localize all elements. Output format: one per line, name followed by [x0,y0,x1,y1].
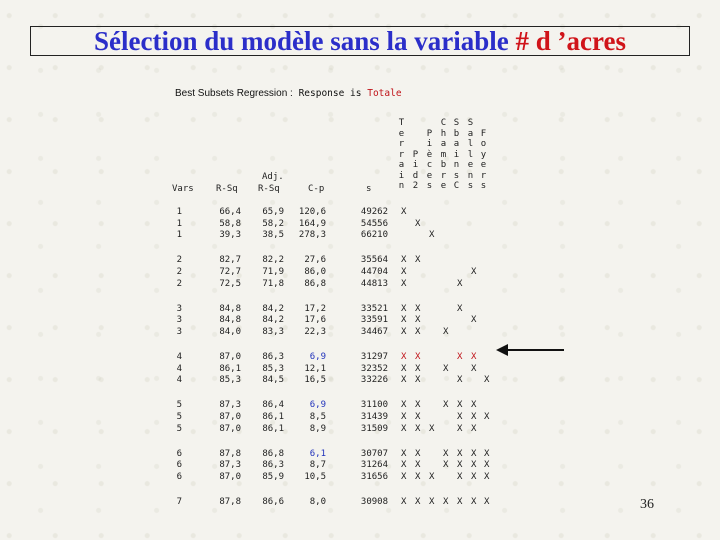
title-highlight: # d ’acres [515,26,626,56]
predictor-mark: X [401,303,407,314]
predictor-mark: X [415,448,421,459]
predictor-letter: s [480,181,487,191]
cp-cell: 86,0 [304,267,326,277]
predictor-letter: S [467,118,474,128]
adj-rsq-cell: 86,3 [262,460,284,471]
vars-cell: 6 [176,448,182,459]
rsq-cell: 66,4 [219,207,241,217]
rsq-cell: 87,0 [219,423,241,434]
predictor-mark: X [401,460,407,471]
predictor-letter: r [398,139,405,149]
s-cell: 30908 [360,496,388,507]
s-cell: 31656 [360,471,388,482]
predictor-mark: X [471,351,477,362]
s-cell: 33591 [360,315,388,326]
rsq-cell: 87,0 [219,471,241,482]
predictor-letter: i [426,139,433,149]
predictor-mark: X [401,315,407,326]
adj-rsq-cell: 86,6 [262,496,284,507]
predictor-mark: X [415,460,421,471]
cp-cell: 16,5 [304,375,326,386]
predictor-mark: X [415,400,421,411]
vars-cell: 5 [176,411,182,422]
predictor-header [479,129,488,192]
rsq-cell: 87,0 [219,411,241,422]
s-cell: 31264 [360,460,388,471]
predictor-mark: X [401,267,407,277]
cp-cell: 12,1 [304,363,326,374]
predictor-letter: o [480,139,487,149]
predictor-mark: X [457,448,463,459]
vars-cell: 6 [176,471,182,482]
vars-cell: 1 [176,230,182,241]
predictor-letter: 2 [412,181,419,191]
predictor-letter: s [453,170,460,181]
predictor-mark: X [401,496,407,507]
predictor-mark: X [457,423,463,434]
predictor-mark: X [415,315,421,326]
adj-rsq-cell: 86,1 [262,423,284,434]
predictor-mark: X [443,460,449,471]
s-cell: 32352 [360,363,388,374]
predictor-letter: y [480,149,487,160]
cp-cell: 8,5 [309,411,326,422]
predictor-mark: X [457,471,463,482]
col-header-s: s [366,184,372,194]
rsq-cell: 58,8 [219,218,241,229]
col-header-adj: Adj. [262,172,284,182]
adj-rsq-cell: 86,4 [262,400,284,411]
rsq-cell: 82,7 [219,255,241,266]
adj-rsq-cell: 85,9 [262,471,284,482]
cp-cell: 27,6 [304,255,326,266]
predictor-mark: X [484,471,490,482]
predictor-mark: X [471,400,477,411]
predictor-mark: X [415,255,421,266]
predictor-mark: X [471,423,477,434]
arrow-icon [496,343,566,357]
predictor-letter: d [412,170,419,181]
vars-cell: 2 [176,278,182,289]
predictor-letter: r [480,170,487,181]
predictor-letter: n [467,170,474,181]
predictor-mark: X [457,375,463,386]
predictor-mark: X [457,460,463,471]
adj-rsq-cell: 86,1 [262,411,284,422]
predictor-letter: i [398,170,405,181]
rsq-cell: 85,3 [219,375,241,386]
predictor-letter: F [480,128,487,139]
s-cell: 35564 [360,255,388,266]
predictor-letter: n [398,181,405,191]
predictor-mark: X [401,327,407,337]
s-cell: 31439 [360,411,388,422]
predictor-mark: X [429,423,435,434]
s-cell: 49262 [360,207,388,217]
predictor-mark: X [484,460,490,471]
predictor-mark: X [415,423,421,434]
predictor-mark: X [471,315,477,326]
cp-cell: 22,3 [304,327,326,337]
cp-cell: 6,1 [309,448,326,459]
cp-cell: 17,6 [304,315,326,326]
predictor-letter: c [426,160,433,170]
predictor-letter: s [467,181,474,191]
predictor-mark: X [471,267,477,277]
regression-heading [175,88,402,99]
predictor-mark: X [401,363,407,374]
predictor-letter: r [398,149,405,160]
predictor-mark: X [471,471,477,482]
vars-cell: 3 [176,327,182,337]
col-header-cp: C-p [308,184,325,194]
predictor-letter: e [467,160,474,170]
predictor-mark: X [429,471,435,482]
rsq-cell: 87,8 [219,448,241,459]
rsq-cell: 72,5 [219,278,241,289]
predictor-mark: X [415,363,421,374]
predictor-mark: X [484,375,490,386]
cp-cell: 17,2 [304,303,326,314]
adj-rsq-cell: 71,9 [262,267,284,277]
predictor-mark: X [471,448,477,459]
heading-response-label: Response is [298,88,362,99]
cp-cell: 278,3 [298,230,326,241]
vars-cell: 2 [176,255,182,266]
s-cell: 33521 [360,303,388,314]
cp-cell: 120,6 [298,207,326,217]
rsq-cell: 39,3 [219,230,241,241]
adj-rsq-cell: 65,9 [262,207,284,217]
predictor-mark: X [443,363,449,374]
predictor-header [411,150,420,192]
s-cell: 31509 [360,423,388,434]
heading-response: Totale [367,88,402,99]
predictor-mark: X [401,278,407,289]
predictor-mark: X [457,278,463,289]
s-cell: 54556 [360,218,388,229]
predictor-mark: X [415,471,421,482]
predictor-mark: X [401,207,407,217]
predictor-mark: X [429,230,435,241]
predictor-letter: l [467,149,474,160]
adj-rsq-cell: 86,3 [262,351,284,362]
s-cell: 30707 [360,448,388,459]
predictor-mark: X [484,411,490,422]
vars-cell: 6 [176,460,182,471]
predictor-letter: a [453,139,460,149]
s-cell: 66210 [360,230,388,241]
predictor-letter: m [440,149,447,160]
predictor-letter: r [440,170,447,181]
predictor-mark: X [443,448,449,459]
predictor-mark: X [457,496,463,507]
predictor-header [439,118,448,192]
predictor-letter: a [398,160,405,170]
predictor-header [466,118,475,192]
predictor-header [425,129,434,192]
predictor-mark: X [401,255,407,266]
predictor-mark: X [401,471,407,482]
col-header-adj-rsq: R-Sq [258,184,280,194]
cp-cell: 8,9 [309,423,326,434]
vars-cell: 3 [176,303,182,314]
predictor-letter: s [426,181,433,191]
predictor-mark: X [415,351,421,362]
predictor-letter: è [426,149,433,160]
predictor-letter: e [398,128,405,139]
vars-cell: 4 [176,375,182,386]
predictor-letter: h [440,128,447,139]
adj-rsq-cell: 83,3 [262,327,284,337]
predictor-mark: X [401,411,407,422]
predictor-mark: X [415,496,421,507]
cp-cell: 6,9 [309,400,326,411]
predictor-mark: X [471,496,477,507]
predictor-header [452,118,461,192]
vars-cell: 4 [176,351,182,362]
cp-cell: 8,0 [309,496,326,507]
vars-cell: 7 [176,496,182,507]
predictor-mark: X [484,448,490,459]
heading-prefix: Best Subsets Regression : [175,88,293,99]
rsq-cell: 84,8 [219,315,241,326]
title-text: Sélection du modèle sans la variable [94,26,509,56]
predictor-mark: X [429,496,435,507]
rsq-cell: 87,0 [219,351,241,362]
predictor-mark: X [457,400,463,411]
predictor-mark: X [457,351,463,362]
predictor-mark: X [443,496,449,507]
vars-cell: 2 [176,267,182,277]
adj-rsq-cell: 82,2 [262,255,284,266]
s-cell: 31100 [360,400,388,411]
predictor-letter: P [412,149,419,160]
rsq-cell: 84,8 [219,303,241,314]
vars-cell: 5 [176,400,182,411]
rsq-cell: 86,1 [219,363,241,374]
predictor-mark: X [471,411,477,422]
predictor-mark: X [415,218,421,229]
adj-rsq-cell: 58,2 [262,218,284,229]
predictor-letter: C [453,181,460,191]
adj-rsq-cell: 84,2 [262,315,284,326]
cp-cell: 86,8 [304,278,326,289]
s-cell: 31297 [360,351,388,362]
page-number: 36 [640,497,654,512]
predictor-letter: e [426,170,433,181]
predictor-mark: X [484,496,490,507]
vars-cell: 4 [176,363,182,374]
vars-cell: 5 [176,423,182,434]
predictor-letter: i [453,149,460,160]
cp-cell: 6,9 [309,351,326,362]
s-cell: 44704 [360,267,388,277]
cp-cell: 10,5 [304,471,326,482]
predictor-letter: P [426,128,433,139]
adj-rsq-cell: 71,8 [262,278,284,289]
predictor-mark: X [457,303,463,314]
col-header-rsq: R-Sq [216,184,238,194]
predictor-mark: X [415,303,421,314]
s-cell: 44813 [360,278,388,289]
predictor-letter: T [398,118,405,128]
cp-cell: 8,7 [309,460,326,471]
predictor-mark: X [415,411,421,422]
s-cell: 33226 [360,375,388,386]
rsq-cell: 87,3 [219,460,241,471]
predictor-mark: X [471,363,477,374]
predictor-mark: X [457,411,463,422]
slide-title [30,26,690,56]
predictor-header [397,118,406,192]
rsq-cell: 87,3 [219,400,241,411]
adj-rsq-cell: 84,2 [262,303,284,314]
predictor-letter: b [440,160,447,170]
col-header-vars: Vars [172,184,194,194]
adj-rsq-cell: 85,3 [262,363,284,374]
predictor-letter: e [480,160,487,170]
predictor-letter: n [453,160,460,170]
adj-rsq-cell: 86,8 [262,448,284,459]
predictor-mark: X [401,400,407,411]
predictor-letter: a [440,139,447,149]
predictor-mark: X [415,327,421,337]
predictor-mark: X [443,327,449,337]
predictor-letter: C [440,118,447,128]
predictor-mark: X [401,448,407,459]
rsq-cell: 72,7 [219,267,241,277]
predictor-letter: a [467,128,474,139]
predictor-mark: X [415,375,421,386]
vars-cell: 1 [176,218,182,229]
rsq-cell: 87,8 [219,496,241,507]
rsq-cell: 84,0 [219,327,241,337]
predictor-mark: X [401,351,407,362]
vars-cell: 1 [176,207,182,217]
predictor-letter: b [453,128,460,139]
adj-rsq-cell: 84,5 [262,375,284,386]
predictor-letter: l [467,139,474,149]
predictor-mark: X [471,460,477,471]
predictor-mark: X [401,375,407,386]
predictor-mark: X [401,423,407,434]
predictor-mark: X [443,400,449,411]
vars-cell: 3 [176,315,182,326]
adj-rsq-cell: 38,5 [262,230,284,241]
cp-cell: 164,9 [298,218,326,229]
s-cell: 34467 [360,327,388,337]
predictor-letter: i [412,160,419,170]
predictor-letter: e [440,181,447,191]
predictor-letter: S [453,118,460,128]
